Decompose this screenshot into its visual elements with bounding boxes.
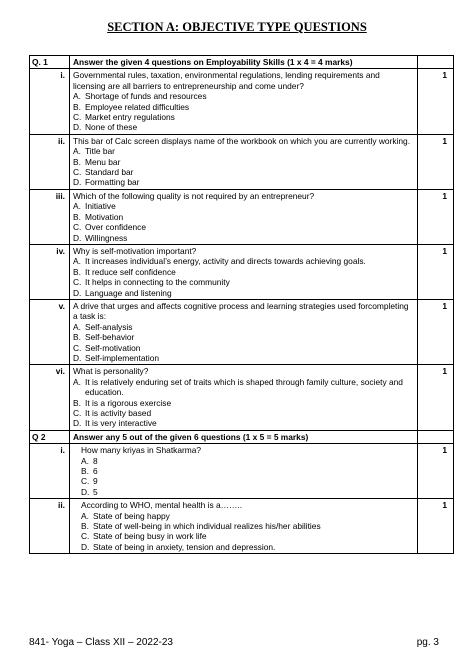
question-header-row <box>30 56 454 69</box>
answer-option <box>73 157 414 167</box>
question-number: Q. 1 <box>30 56 70 69</box>
option-text: 5 <box>93 486 98 497</box>
option-text: It is very interactive <box>85 418 157 429</box>
question-row <box>30 69 454 134</box>
answer-option <box>73 122 414 132</box>
answer-option <box>73 277 414 287</box>
marks-value: 1 <box>418 499 454 554</box>
answer-option <box>73 398 414 408</box>
answer-option <box>73 332 414 342</box>
option-letter: A. <box>73 376 81 387</box>
question-text: How many kriyas in Shatkarma? <box>81 445 202 456</box>
option-text: Motivation <box>85 211 124 222</box>
answer-option <box>73 177 414 187</box>
section-title: SECTION A: OBJECTIVE TYPE QUESTIONS <box>107 20 367 34</box>
option-text: Market entry regulations <box>85 112 175 123</box>
option-letter: C. <box>73 222 82 233</box>
question-text: Governmental rules, taxation, environmental regulations, lending requirements and licensing are all barriers to entrepreneurship and come under? <box>73 70 380 91</box>
option-text: State of being happy <box>93 510 170 521</box>
answer-option <box>73 267 414 277</box>
question-text: Which of the following quality is not required by an entrepreneur? <box>73 190 315 201</box>
answer-option <box>73 476 414 486</box>
answer-option <box>73 288 414 298</box>
option-text: State of being in anxiety, tension and depression. <box>93 541 276 552</box>
option-text: Menu bar <box>85 156 121 167</box>
question-row <box>30 299 454 364</box>
marks-value: 1 <box>418 244 454 299</box>
sub-question-number: ii. <box>30 499 70 554</box>
answer-option <box>73 343 414 353</box>
question-text: This bar of Calc screen displays name of the workbook on which you are currently working. <box>73 135 411 146</box>
sub-question-number: iv. <box>30 244 70 299</box>
sub-question-number: ii. <box>30 134 70 189</box>
question-body <box>70 244 418 299</box>
answer-option <box>73 146 414 156</box>
option-letter: A. <box>73 91 81 102</box>
question-body <box>70 444 418 499</box>
option-letter: A. <box>81 510 89 521</box>
question-instruction: Answer any 5 out of the given 6 questions (1 x 5 = 5 marks) <box>70 430 418 443</box>
question-number: Q 2 <box>30 430 70 443</box>
marks-value: 1 <box>418 444 454 499</box>
option-text: None of these <box>85 122 138 133</box>
option-letter: C. <box>81 531 90 542</box>
answer-option <box>73 201 414 211</box>
option-letter: D. <box>81 541 90 552</box>
sub-question-number: v. <box>30 299 70 364</box>
option-text: It helps in connecting to the community <box>85 277 230 288</box>
option-letter: C. <box>73 112 82 123</box>
answer-option <box>73 256 414 266</box>
option-letter: D. <box>73 352 82 363</box>
option-text: 8 <box>93 455 98 466</box>
answer-option <box>73 102 414 112</box>
answer-option <box>73 167 414 177</box>
option-text: It reduce self confidence <box>85 266 176 277</box>
answer-option <box>73 353 414 363</box>
question-table <box>29 55 454 554</box>
marks-value: 1 <box>418 69 454 134</box>
marks-cell <box>418 56 454 69</box>
answer-option <box>73 521 414 531</box>
answer-option <box>73 487 414 497</box>
answer-option <box>73 542 414 552</box>
question-row <box>30 444 454 499</box>
option-text: It increases individual’s energy, activity and directs towards achieving goals. <box>85 256 366 267</box>
option-letter: D. <box>73 232 82 243</box>
option-text: It is a rigorous exercise <box>85 397 172 408</box>
answer-option <box>73 531 414 541</box>
question-text: According to WHO, mental health is a…….. <box>81 500 243 511</box>
sub-question-number: vi. <box>30 365 70 430</box>
answer-option <box>73 456 414 466</box>
question-body <box>70 134 418 189</box>
option-text: 9 <box>93 476 98 487</box>
option-letter: D. <box>73 122 82 133</box>
question-text: A drive that urges and affects cognitive process and learning strategies used forcompleting a task is: <box>73 300 409 322</box>
option-text: Initiative <box>85 201 116 212</box>
option-text: Employee related difficulties <box>85 101 190 112</box>
question-row <box>30 244 454 299</box>
option-letter: D. <box>73 418 82 429</box>
question-body <box>70 365 418 430</box>
option-text: Language and listening <box>85 287 172 298</box>
question-row <box>30 134 454 189</box>
question-instruction: Answer the given 4 questions on Employability Skills (1 x 4 = 4 marks) <box>70 56 418 69</box>
option-letter: B. <box>73 397 81 408</box>
option-letter: D. <box>81 486 90 497</box>
option-letter: D. <box>73 177 82 188</box>
option-letter: B. <box>73 332 81 343</box>
option-letter: B. <box>81 521 89 532</box>
answer-option <box>73 212 414 222</box>
question-row <box>30 499 454 554</box>
marks-value: 1 <box>418 365 454 430</box>
option-text: Title bar <box>85 146 115 157</box>
question-body <box>70 69 418 134</box>
option-letter: C. <box>73 167 82 178</box>
option-letter: B. <box>73 266 81 277</box>
option-text: Formatting bar <box>85 177 140 188</box>
option-text: Over confidence <box>85 222 146 233</box>
question-body <box>70 499 418 554</box>
option-text: Shortage of funds and resources <box>85 91 207 102</box>
question-body <box>70 189 418 244</box>
marks-value: 1 <box>418 189 454 244</box>
question-text: What is personality? <box>73 366 149 377</box>
option-letter: A. <box>81 455 89 466</box>
footer-course: 841- Yoga – Class XII – 2022-23 <box>29 637 173 648</box>
option-text: Self-analysis <box>85 321 133 332</box>
marks-value: 1 <box>418 299 454 364</box>
answer-option <box>73 233 414 243</box>
option-text: Self-behavior <box>85 332 135 343</box>
option-letter: A. <box>73 146 81 157</box>
option-text: State of well-being in which individual realizes his/her abilities <box>93 521 321 532</box>
option-text: 6 <box>93 466 98 477</box>
sub-question-number: i. <box>30 69 70 134</box>
question-text: Why is self-motivation important? <box>73 245 197 256</box>
question-row <box>30 189 454 244</box>
option-letter: B. <box>73 101 81 112</box>
option-text: Self-motivation <box>85 342 141 353</box>
option-letter: B. <box>81 466 89 477</box>
option-letter: A. <box>73 256 81 267</box>
marks-value: 1 <box>418 134 454 189</box>
answer-option <box>73 377 414 398</box>
question-row <box>30 365 454 430</box>
footer-page-number: pg. 3 <box>416 637 439 648</box>
option-letter: C. <box>81 476 90 487</box>
option-text: It is activity based <box>85 408 152 418</box>
option-letter: B. <box>73 211 81 222</box>
option-text: It is relatively enduring set of traits which is shaped through family culture, society and education. <box>85 376 403 398</box>
sub-question-number: iii. <box>30 189 70 244</box>
option-letter: A. <box>73 321 81 332</box>
option-text: State of being busy in work life <box>93 531 207 542</box>
question-body <box>70 299 418 364</box>
question-header-row <box>30 430 454 443</box>
option-text: Standard bar <box>85 167 134 178</box>
answer-option <box>73 466 414 476</box>
option-text: Willingness <box>85 232 128 243</box>
answer-option <box>73 418 414 428</box>
option-letter: C. <box>73 277 82 288</box>
sub-question-number: i. <box>30 444 70 499</box>
answer-option <box>73 511 414 521</box>
marks-cell <box>418 430 454 443</box>
option-text: Self-implementation <box>85 352 160 363</box>
answer-option <box>73 91 414 101</box>
answer-option <box>73 112 414 122</box>
option-letter: C. <box>73 408 82 418</box>
option-letter: D. <box>73 287 82 298</box>
answer-option <box>73 322 414 332</box>
answer-option <box>73 222 414 232</box>
option-letter: B. <box>73 156 81 167</box>
answer-option <box>73 408 414 418</box>
option-letter: C. <box>73 342 82 353</box>
option-letter: A. <box>73 201 81 212</box>
page-footer <box>29 637 439 648</box>
